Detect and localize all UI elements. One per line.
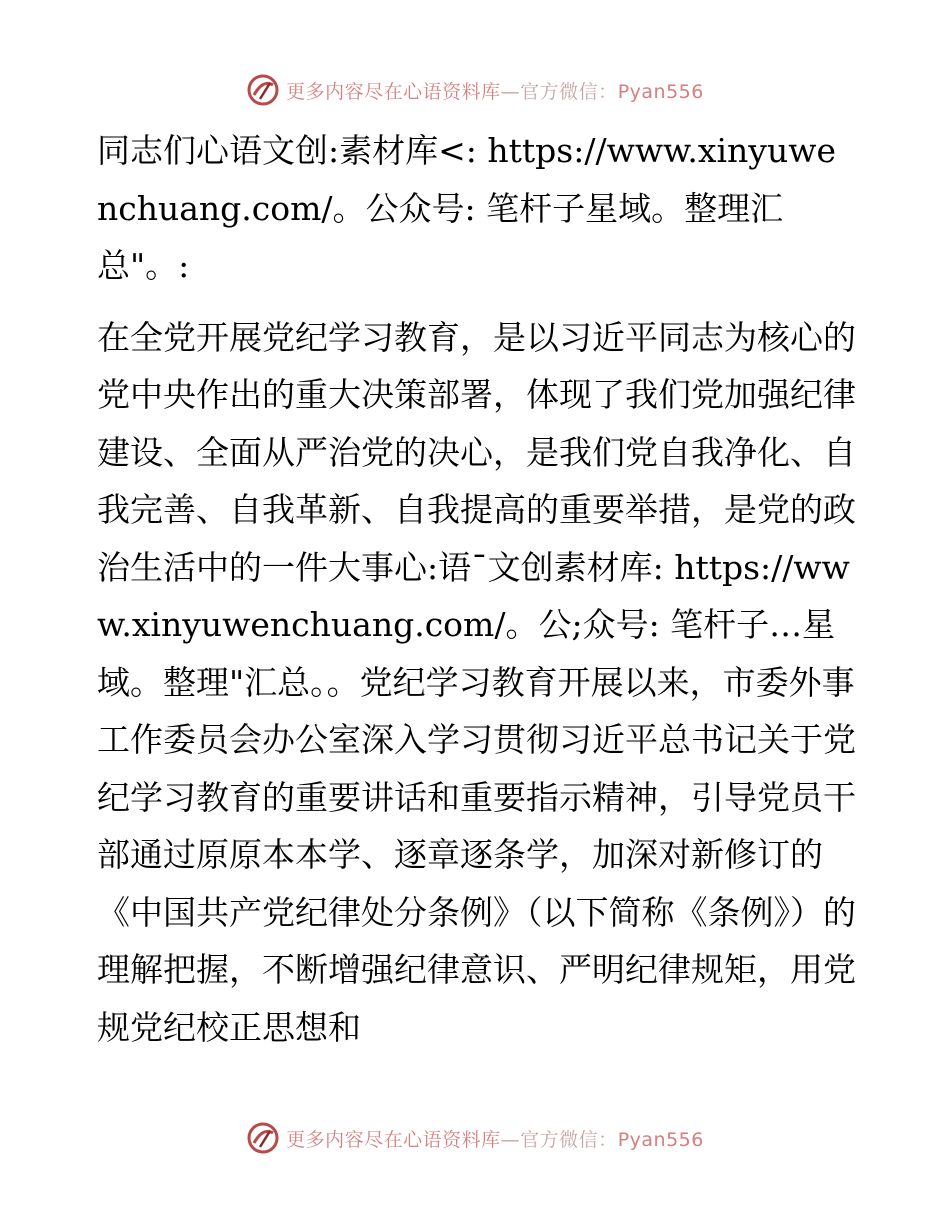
footer-banner-text: 更多内容尽在心语资料库—官方微信：Pyan556	[286, 1128, 704, 1151]
paragraph-1: 同志们心语文创:素材库<: https://www.xinyuwenchuang.com/。公众号: 笔杆子星域。整理汇总"。:	[97, 131, 836, 285]
document-body	[97, 122, 857, 1056]
header-banner	[0, 70, 950, 110]
footer-banner	[0, 1118, 950, 1158]
brand-logo-icon	[246, 1121, 280, 1155]
header-banner-text: 更多内容尽在心语资料库—官方微信：Pyan556	[286, 80, 704, 103]
paragraph-2: 在全党开展党纪学习教育，是以习近平同志为核心的党中央作出的重大决策部署，体现了我们党加强纪律建设、全面从严治党的决心，是我们党自我净化、自我完善、自我革新、自我提高的重要举措，是党的政治生活中的一件大事心:语¯文创素材库: https://www.xinyuwenchuang.com/。公;众号: 笔杆子…星域。整理"汇总。。党纪学习教育开展以来，市委外事工作委员会办公室深入学习贯彻习近平总书记关于党纪学习教育的重要讲话和重要指示精神，引导党员干部通过原原本本学、逐章逐条学，加深对新修订的《中国共产党纪律处分条例》（以下简称《条例》）的理解把握，不断增强纪律意识、严明纪律规矩，用党规党纪校正思想和	[97, 317, 856, 1047]
brand-logo-icon	[246, 73, 280, 107]
